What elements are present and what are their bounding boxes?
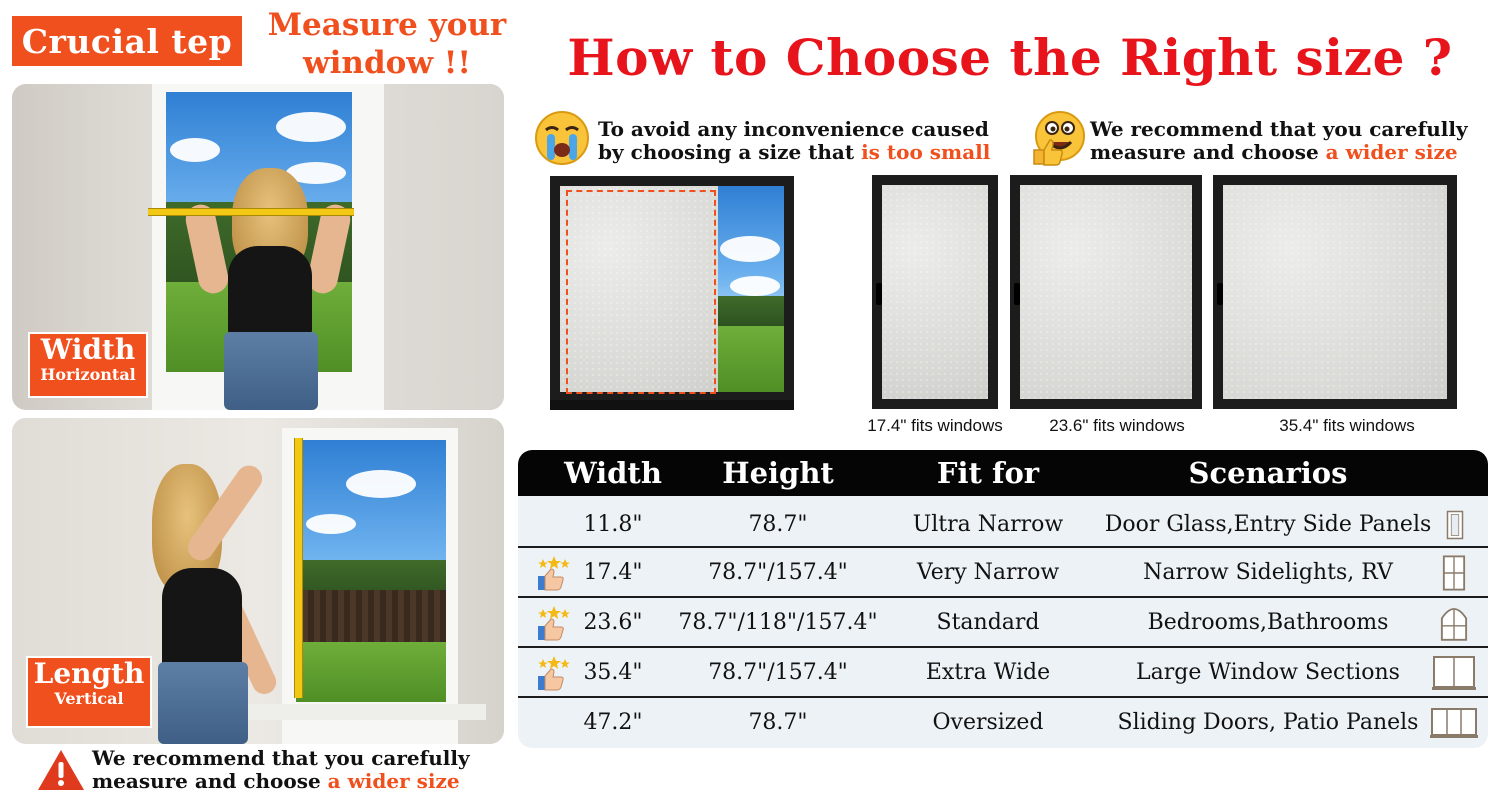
- cell-width: 23.6": [583, 610, 643, 635]
- cell-scenario: Bedrooms,Bathrooms: [1147, 610, 1389, 635]
- tip-right-line2-highlight: a wider size: [1325, 140, 1458, 164]
- cell-fit: Very Narrow: [916, 560, 1060, 585]
- thumbs-up-face-icon: [1030, 110, 1086, 166]
- header-scenarios: Scenarios: [1188, 456, 1348, 490]
- bottom-warning-text: [92, 747, 470, 793]
- tip-left-line2-plain: by choosing a size that: [598, 140, 862, 164]
- window-17-4-example: [872, 175, 998, 409]
- window-35-4-example: [1213, 175, 1457, 409]
- window-label-35-4: 35.4" fits windows: [1279, 416, 1415, 435]
- sidelight-window-icon: [1442, 554, 1466, 592]
- tip-right-line2: [1090, 141, 1468, 164]
- tip-right-line2-plain: measure and choose: [1090, 140, 1326, 164]
- warning-icon: [36, 748, 86, 792]
- measure-window-title: [252, 6, 522, 82]
- window-label-17-4: 17.4" fits windows: [867, 416, 1003, 435]
- cell-scenario: Door Glass,Entry Side Panels: [1104, 512, 1432, 537]
- cell-height: 78.7"/157.4": [708, 660, 848, 685]
- measure-title-line1: Measure your: [267, 7, 507, 43]
- tip-left-line2-highlight: is too small: [861, 140, 991, 164]
- cell-width: 17.4": [583, 560, 643, 585]
- warning-line2: [92, 770, 470, 793]
- header-width: Width: [564, 456, 662, 490]
- double-window-icon: [1432, 655, 1476, 691]
- header-fit-for: Fit for: [936, 456, 1040, 490]
- arched-window-icon: [1440, 604, 1468, 642]
- wider-size-tip: [1090, 118, 1468, 164]
- size-table: [518, 450, 1488, 748]
- cell-scenario: Narrow Sidelights, RV: [1143, 560, 1393, 585]
- cell-scenario: Large Window Sections: [1136, 660, 1400, 685]
- tip-left-line2: [598, 141, 990, 164]
- table-row: [518, 500, 1488, 550]
- table-row: [518, 648, 1488, 698]
- crying-face-icon: [534, 110, 590, 166]
- cell-height: 78.7"/157.4": [708, 560, 848, 585]
- too-small-tip: [598, 118, 990, 164]
- table-header-row: [518, 450, 1488, 496]
- window-23-6-example: [1010, 175, 1202, 409]
- cell-fit: Ultra Narrow: [912, 512, 1064, 537]
- horizontal-label: Horizontal: [40, 365, 136, 384]
- vertical-label: Vertical: [54, 689, 124, 708]
- warning-line2-highlight: a wider size: [327, 769, 460, 793]
- table-row: [518, 548, 1488, 598]
- tip-left-line1: To avoid any inconvenience caused: [598, 117, 989, 141]
- sliding-door-icon: [1430, 707, 1478, 739]
- length-label: Length: [33, 657, 145, 690]
- header-height: Height: [722, 456, 834, 490]
- window-label-23-6: 23.6" fits windows: [1049, 416, 1185, 435]
- cell-height: 78.7"/118"/157.4": [678, 610, 878, 635]
- cell-width: 35.4": [583, 660, 643, 685]
- cell-width: 11.8": [583, 512, 643, 537]
- measure-title-line2: window !!: [302, 45, 472, 81]
- warning-line2-plain: measure and choose: [92, 769, 328, 793]
- table-row: [518, 698, 1488, 748]
- too-small-example-window: [550, 176, 794, 410]
- warning-line1: We recommend that you carefully: [92, 746, 470, 770]
- cell-scenario: Sliding Doors, Patio Panels: [1117, 710, 1419, 735]
- crucial-step-badge: Crucial tep: [12, 16, 242, 66]
- cell-fit: Oversized: [932, 710, 1044, 735]
- width-label: Width: [40, 333, 136, 366]
- cell-width: 47.2": [583, 710, 643, 735]
- width-horizontal-badge: [28, 332, 148, 398]
- cell-height: 78.7": [748, 512, 808, 537]
- cell-fit: Standard: [936, 610, 1040, 635]
- table-row: [518, 598, 1488, 648]
- narrow-door-icon: [1446, 506, 1464, 544]
- cell-height: 78.7": [748, 710, 808, 735]
- page-title: How to Choose the Right size ?: [567, 28, 1453, 87]
- cell-fit: Extra Wide: [925, 660, 1051, 685]
- length-vertical-badge: [26, 656, 152, 728]
- tip-right-line1: We recommend that you carefully: [1090, 117, 1468, 141]
